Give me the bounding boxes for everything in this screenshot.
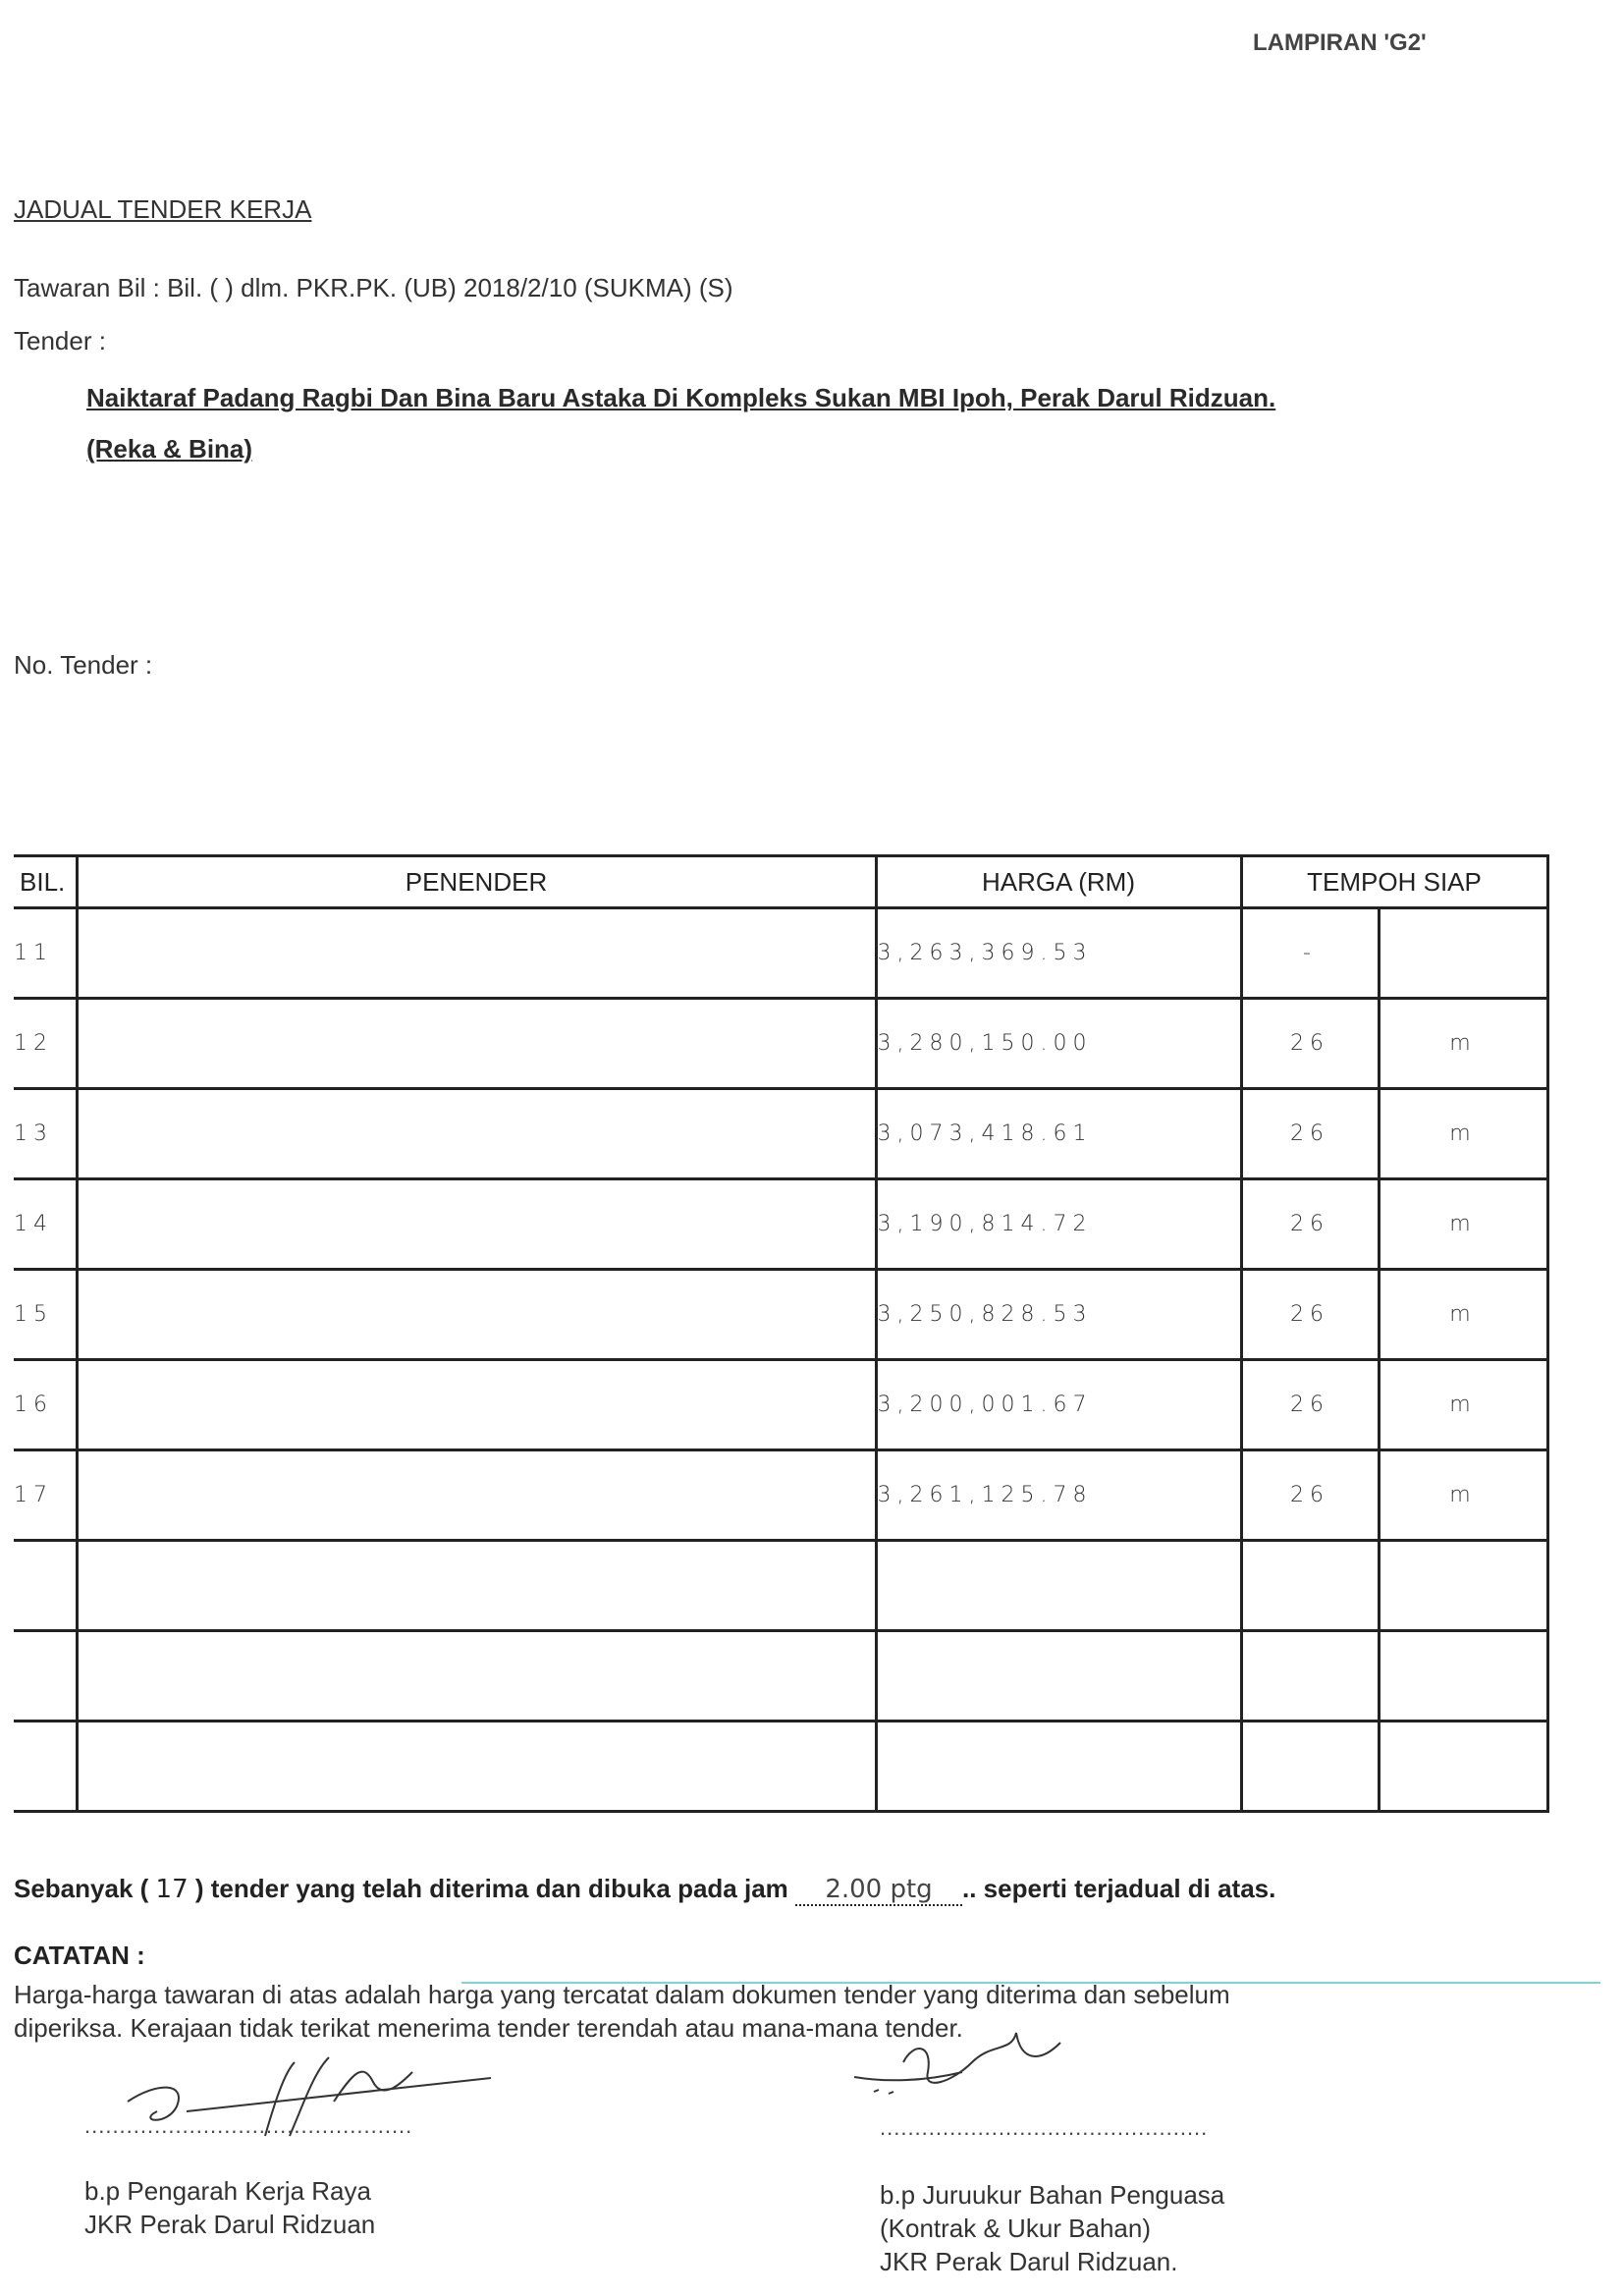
summary-pre: Sebanyak ( (14, 1874, 149, 1903)
cell-harga (876, 1722, 1241, 1812)
right-signatory (880, 2178, 1224, 2278)
tender-label: Tender : (14, 326, 106, 355)
cell-harga: 3,190,814.72 (876, 1179, 1241, 1270)
cell-tempoh (1241, 1631, 1379, 1722)
right-signature-line: ............................................... (880, 2115, 1209, 2140)
cell-unit (1379, 1541, 1547, 1631)
cell-harga (876, 1631, 1241, 1722)
right-signature-image (844, 2023, 1139, 2111)
cell-penender (77, 908, 876, 999)
right-signatory-org: JKR Perak Darul Ridzuan. (880, 2247, 1178, 2276)
left-signature-line: ............................................... (84, 2113, 413, 2138)
cell-bil: 13 (14, 1089, 77, 1179)
cell-penender (77, 999, 876, 1089)
cell-tempoh: 26 (1241, 1360, 1379, 1450)
summary-time: 2.00 ptg (795, 1875, 962, 1906)
cell-penender (77, 1089, 876, 1179)
left-signatory-org: JKR Perak Darul Ridzuan (84, 2210, 376, 2239)
table-row (14, 908, 1547, 999)
cell-unit: m (1379, 1179, 1547, 1270)
cell-unit: m (1379, 999, 1547, 1089)
catatan-heading: CATATAN : (14, 1941, 145, 1970)
cell-penender (77, 1541, 876, 1631)
cell-penender (77, 1270, 876, 1360)
cell-bil: 12 (14, 999, 77, 1089)
cell-unit (1379, 908, 1547, 999)
cell-bil: 15 (14, 1270, 77, 1360)
cell-tempoh (1241, 1722, 1379, 1812)
table-row (14, 999, 1547, 1089)
lampiran-label: LAMPIRAN 'G2' (1253, 29, 1427, 56)
catatan-text: Harga-harga tawaran di atas adalah harga yang tercatat dalam dokumen tender yang diterima dan sebelum diperiksa. Kerajaan tidak terikat menerima tender terendah atau mana-mana tender. (14, 1980, 1230, 2043)
cell-penender (77, 1179, 876, 1270)
cell-unit: m (1379, 1089, 1547, 1179)
no-tender-label: No. Tender : (14, 650, 153, 680)
cell-penender (77, 1450, 876, 1541)
cell-penender (77, 1722, 876, 1812)
header-tempoh-siap: TEMPOH SIAP (1241, 856, 1547, 908)
cell-unit: m (1379, 1360, 1547, 1450)
cell-harga: 3,263,369.53 (876, 908, 1241, 999)
cell-tempoh: 26 (1241, 1179, 1379, 1270)
cell-harga: 3,250,828.53 (876, 1270, 1241, 1360)
project-title-line1: Naiktaraf Padang Ragbi Dan Bina Baru Astaka Di Kompleks Sukan MBI Ipoh, Perak Darul Ridzuan. (86, 383, 1276, 412)
cell-bil: 11 (14, 908, 77, 999)
cell-bil (14, 1541, 77, 1631)
cell-tempoh: 26 (1241, 1270, 1379, 1360)
header-harga: HARGA (RM) (876, 856, 1241, 908)
tender-table (14, 854, 1549, 1813)
cell-unit (1379, 1722, 1547, 1812)
cell-tempoh: 26 (1241, 999, 1379, 1089)
table-row (14, 1179, 1547, 1270)
project-title-line2: (Reka & Bina) (86, 434, 253, 464)
left-signatory-title: b.p Pengarah Kerja Raya (84, 2176, 371, 2206)
cell-bil: 14 (14, 1179, 77, 1270)
table-row (14, 1089, 1547, 1179)
tawaran-line: Tawaran Bil : Bil. ( ) dlm. PKR.PK. (UB) 2018/2/10 (SUKMA) (S) (14, 273, 733, 302)
table-header-row (14, 856, 1547, 908)
cell-tempoh: 26 (1241, 1089, 1379, 1179)
header-penender: PENENDER (77, 856, 876, 908)
cell-harga (876, 1541, 1241, 1631)
cell-penender (77, 1360, 876, 1450)
summary-count: 17 (155, 1875, 189, 1904)
table-row (14, 1541, 1547, 1631)
cell-unit: m (1379, 1270, 1547, 1360)
cell-bil: 16 (14, 1360, 77, 1450)
table-row (14, 1450, 1547, 1541)
cell-bil (14, 1631, 77, 1722)
cell-harga: 3,073,418.61 (876, 1089, 1241, 1179)
cell-tempoh: - (1241, 908, 1379, 999)
header-bil: BIL. (14, 856, 77, 908)
left-signatory (84, 2174, 375, 2241)
table-row (14, 1631, 1547, 1722)
cell-harga: 3,280,150.00 (876, 999, 1241, 1089)
right-signatory-title: b.p Juruukur Bahan Penguasa (880, 2180, 1225, 2210)
cell-tempoh (1241, 1541, 1379, 1631)
cell-harga: 3,261,125.78 (876, 1450, 1241, 1541)
table-row (14, 1360, 1547, 1450)
right-signatory-dept: (Kontrak & Ukur Bahan) (880, 2214, 1152, 2243)
cell-bil: 17 (14, 1450, 77, 1541)
cell-tempoh: 26 (1241, 1450, 1379, 1541)
summary-mid: ) tender yang telah diterima dan dibuka pada jam (194, 1874, 788, 1903)
cell-unit (1379, 1631, 1547, 1722)
summary-post: .. seperti terjadual di atas. (962, 1874, 1276, 1903)
document-title: JADUAL TENDER KERJA (14, 194, 312, 224)
cell-bil (14, 1722, 77, 1812)
summary-line (14, 1874, 1275, 1906)
cell-unit: m (1379, 1450, 1547, 1541)
cell-harga: 3,200,001.67 (876, 1360, 1241, 1450)
table-row (14, 1722, 1547, 1812)
cell-penender (77, 1631, 876, 1722)
table-row (14, 1270, 1547, 1360)
